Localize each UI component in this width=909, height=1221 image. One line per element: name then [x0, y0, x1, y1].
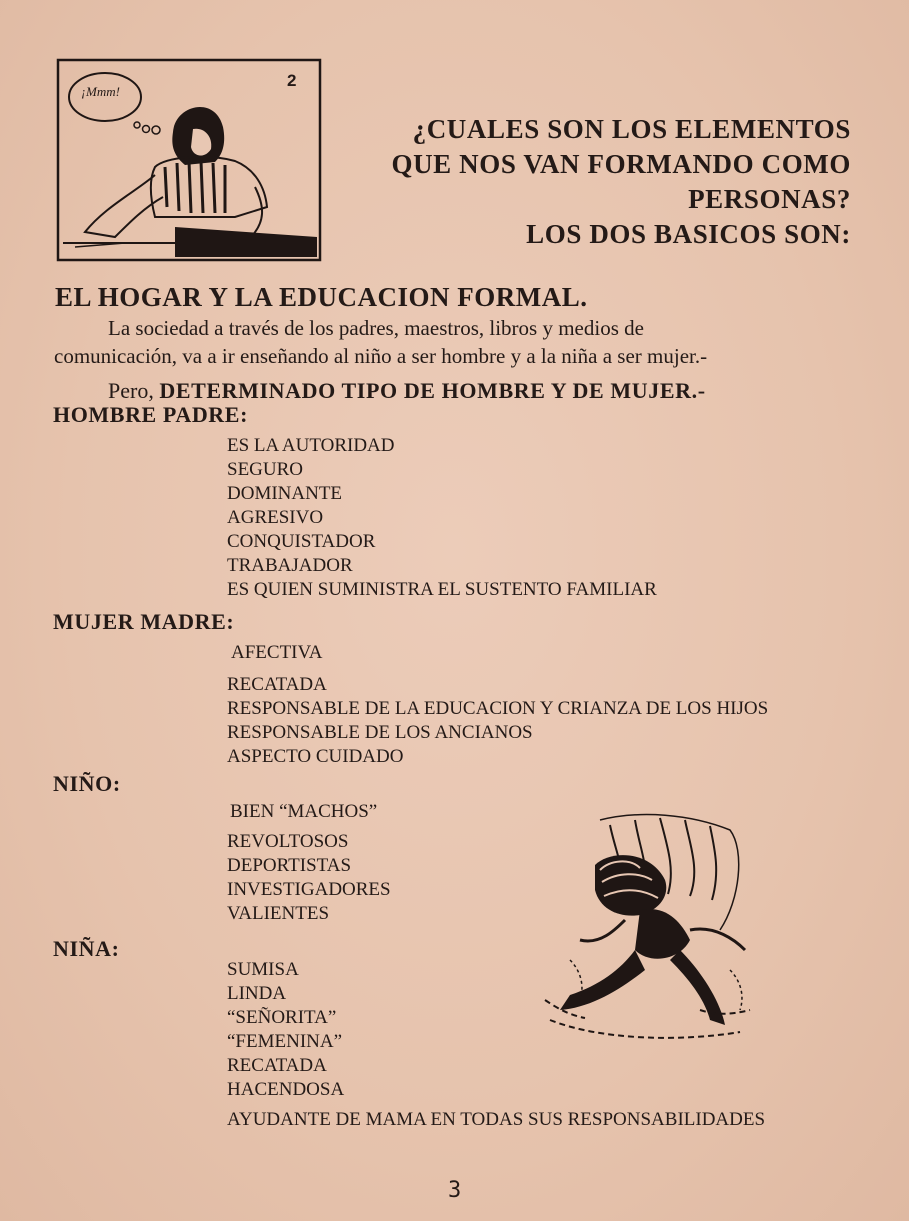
list-item: LINDA	[227, 983, 287, 1004]
list-item: CONQUISTADOR	[227, 531, 376, 552]
woman-illustration	[55, 57, 323, 275]
list-item: SUMISA	[227, 959, 299, 980]
section-title-nino: NIÑO:	[53, 771, 121, 796]
list-item: TRABAJADOR	[227, 555, 353, 576]
list-hombre-padre	[227, 434, 657, 602]
title-line-3: PERSONAS?	[688, 184, 851, 214]
list-item: “SEÑORITA”	[227, 1007, 337, 1028]
pero-prefix: Pero,	[108, 378, 154, 403]
list-item: BIEN “MACHOS”	[230, 801, 378, 822]
section-heading: EL HOGAR Y LA EDUCACION FORMAL.	[55, 282, 588, 312]
speech-bubble-text: ¡Mmm!	[81, 84, 120, 99]
pero-emphasis: DETERMINADO TIPO DE HOMBRE Y DE MUJER.-	[159, 378, 706, 403]
list-item: HACENDOSA	[227, 1079, 345, 1100]
pero-line	[108, 378, 706, 404]
list-nino	[227, 800, 391, 926]
list-item: RECATADA	[227, 674, 327, 695]
list-item: ES LA AUTORIDAD	[227, 435, 395, 456]
list-mujer-madre	[227, 641, 768, 769]
list-item: “FEMENINA”	[227, 1031, 343, 1052]
section-title-mujer-madre: MUJER MADRE:	[53, 609, 235, 634]
intro-line-2: comunicación, va a ir enseñando al niño a ser hombre y a la niña a ser mujer.-	[54, 344, 708, 368]
running-girl-drawing	[540, 810, 760, 1050]
section-title-nina: NIÑA:	[53, 936, 120, 961]
list-item: DOMINANTE	[227, 483, 343, 504]
list-item: REVOLTOSOS	[227, 831, 349, 852]
list-item: VALIENTES	[227, 903, 330, 924]
list-item: AYUDANTE DE MAMA EN TODAS SUS RESPONSABILIDADES	[227, 1109, 766, 1130]
list-item: RESPONSABLE DE LA EDUCACION Y CRIANZA DE LOS HIJOS	[227, 698, 769, 719]
section-title-hombre-padre: HOMBRE PADRE:	[53, 402, 248, 427]
list-item: INVESTIGADORES	[227, 879, 391, 900]
list-item: RECATADA	[227, 1055, 327, 1076]
list-item: AFECTIVA	[231, 642, 323, 663]
title-line-1: ¿CUALES SON LOS ELEMENTOS	[412, 114, 851, 144]
intro-line-1: La sociedad a través de los padres, maestros, libros y medios de	[108, 316, 644, 340]
list-item: RESPONSABLE DE LOS ANCIANOS	[227, 722, 533, 743]
running-girl-illustration	[540, 810, 760, 1050]
title-line-2: QUE NOS VAN FORMANDO COMO	[391, 149, 851, 179]
list-item: AGRESIVO	[227, 507, 324, 528]
title-line-4: LOS DOS BASICOS SON:	[526, 219, 851, 249]
page-number: 3	[448, 1178, 462, 1203]
list-item: DEPORTISTAS	[227, 855, 352, 876]
panel-number: 2	[287, 71, 297, 90]
list-item: ES QUIEN SUMINISTRA EL SUSTENTO FAMILIAR	[227, 579, 657, 600]
list-item: ASPECTO CUIDADO	[227, 746, 404, 767]
list-item: SEGURO	[227, 459, 304, 480]
